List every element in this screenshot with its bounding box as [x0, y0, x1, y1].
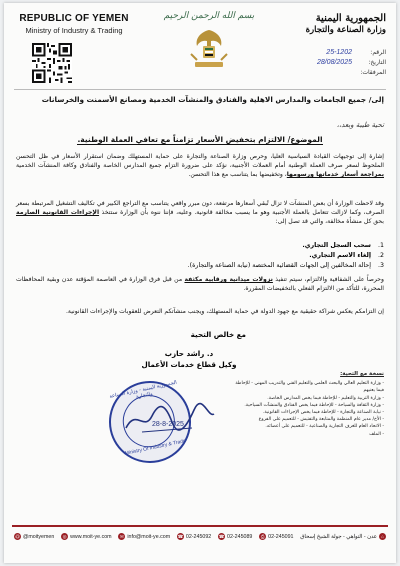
- subject-line: [16, 135, 384, 144]
- stamp-english-text: Ministry Of Industry & Trade: [124, 438, 187, 457]
- header-arabic: [266, 13, 386, 35]
- footer-social[interactable]: [14, 533, 54, 540]
- footer-divider: [12, 525, 388, 527]
- ref-number-value: 25-1202: [326, 48, 352, 56]
- phone-icon: ☎: [177, 534, 184, 539]
- footer-fax: [259, 533, 293, 540]
- footer-address: [300, 533, 386, 540]
- letter-page: [4, 3, 396, 563]
- recipients-line: إلى/ جميع الجامعات والمدارس الاهلية والفنادق والمنشآت الخدمية ومصانع الأسمنت والخرسانات: [41, 95, 384, 104]
- mail-icon: ✉: [119, 534, 124, 539]
- list-item: - الأخ/ مدير عام المنظمة والمتابعة والتفتيش - للتعميم على الفروع: [258, 417, 384, 423]
- list-item: - الملف: [369, 431, 384, 437]
- footer-phone-1: [177, 533, 211, 540]
- paragraph-3: [16, 275, 384, 293]
- list-item: - نيابة الصناعة والتجارة - للإحاطة فيما يخص الإجراءات القانونية.: [262, 410, 384, 416]
- paragraph-1-highlight: بمراجعة أسعار خدماتها ورسومها: [286, 171, 384, 179]
- list-item-text: إحالة المخالفين إلى الجهات القضائية المختصة (نيابة الصناعة والتجارة).: [187, 262, 371, 269]
- list-item-number: 3.: [377, 262, 384, 269]
- attachments-label: المرفقات:: [360, 68, 386, 76]
- letter-meta: [296, 47, 386, 77]
- paragraph-2: [16, 199, 384, 227]
- list-item-number: 1.: [377, 242, 384, 249]
- country-name-en: REPUBLIC OF YEMEN: [19, 13, 129, 24]
- footer-phone-2: [218, 533, 252, 540]
- list-item-text: إلغاء الاسم التجاري.: [309, 252, 371, 259]
- footer-fax-text: 02-245091: [268, 533, 294, 540]
- paragraph-3-highlight: نزولات ميدانية ورقابية مكثفة: [184, 276, 273, 283]
- list-item: - وزارة التعليم العالي والبحث العلمي والتعليم الفني والتدريب المهني - للإحاطة فيما يعنيهم: [235, 381, 384, 394]
- footer-phone-1-text: 02-245092: [185, 533, 212, 540]
- stamp-arabic-text: الجمهورية اليمنية - وزارة الصناعة والتجارة: [108, 379, 178, 401]
- paragraph-2-text: وقد لاحظت الوزارة أن بعض المنشآت لا تزال تُبقي أسعارها مرتفعة، دون مبرر واقعي يتناسب مع التراجع الكبير في تكاليف التشغيل المرتبطة بسعر الصرف، وكما لازالت تتعامل بالعملة الأجنبية وهو ما يسبب مخالفة قانونية. وعليه، فإننا ننوه بأن الوزارة ستتخذ: [16, 200, 384, 217]
- social-icon: @: [15, 534, 20, 539]
- basmala-text: بسم الله الرحمن الرحيم: [163, 11, 255, 21]
- subject-label: الموضوع/: [287, 135, 323, 144]
- handwritten-signature: [122, 398, 217, 438]
- header-english: [14, 13, 134, 35]
- subject-text: الالتزام بتخفيض الأسعار تزامناً مع تعافي العملة الوطنية.: [77, 135, 288, 144]
- paragraph-2-highlight: الإجراءات القانونية الصارمة: [16, 209, 100, 217]
- footer-email[interactable]: [118, 533, 170, 540]
- copies-heading: نسخة مع التحية:: [340, 371, 384, 377]
- measures-list: [124, 241, 384, 271]
- paragraph-1-tail: ، وتخفيضها بما يتناسب مع هذا التحسن.: [188, 171, 287, 179]
- closing-line: مع خالص التحية: [190, 330, 246, 339]
- phone-icon: ☎: [218, 534, 225, 539]
- paragraph-3-text: وحرصاً على الشفافية والالتزام، سيتم تنفيذ: [272, 276, 384, 283]
- signature-block: [129, 348, 249, 370]
- list-item-number: 2.: [377, 252, 384, 259]
- footer-email-text: info@moit-ye.com: [127, 533, 171, 540]
- date-value: 28/08/2025: [316, 58, 352, 66]
- header-divider: [14, 89, 386, 90]
- qr-code: [32, 43, 72, 83]
- ref-number-label: الرقم:: [370, 48, 386, 56]
- signatory-name: د. راشد حازب: [164, 349, 214, 358]
- fax-icon: ⎙: [260, 534, 265, 539]
- footer-address-text: عدن - التواهي - جولة الشيخ إسحاق: [300, 533, 377, 540]
- list-item: [124, 261, 384, 271]
- date-label: التاريخ:: [368, 58, 386, 66]
- ministry-name-en: Ministry of Industry & Trading: [25, 26, 123, 35]
- footer-phone-2-text: 02-245089: [227, 533, 253, 540]
- list-item: [124, 251, 384, 261]
- list-item: - وزارة الثقافة والسياحة - للإحاطة فيما يخص الفنادق والمنشآت السياحية.: [244, 402, 384, 408]
- ministry-name-ar: وزارة الصناعة والتجارة: [305, 25, 386, 35]
- paragraph-4: إن التزامكم يعكس شراكة حقيقية مع جهود الدولة في حماية المستهلك، ويجنب منشآتكم التعرض للعقوبات والإجراءات القانونية.: [65, 308, 384, 315]
- footer: [14, 533, 386, 540]
- yemen-emblem-icon: [185, 24, 233, 72]
- greeting-line: تحية طيبة وبعد،،: [336, 121, 384, 129]
- footer-website-text: www.moit-ye.com: [70, 533, 112, 540]
- paragraph-1-text: إشارة إلى توجيهات القيادة السياسية العليا، وحرص وزارة الصناعة والتجارة على حماية المستهلك وضمان استقرار الأسعار في ظل التحسن الملحوظ لسعر صرف العملة الوطنية أمام العملات الأجنبية، نؤكد على ضرورة التزام جميع المدارس الخاصة والفنادق وكافة المنشآت الخدمية: [16, 153, 384, 170]
- stamp-date: 28-8-2025: [152, 421, 184, 428]
- paragraph-1: [16, 152, 384, 180]
- list-item: [124, 241, 384, 251]
- signatory-title: وكيل قطاع خدمات الأعمال: [141, 360, 237, 369]
- list-item-text: سحب السجل التجاري.: [302, 242, 371, 249]
- header-center: [159, 11, 259, 76]
- paragraph-3-tail: من قبل فرق الوزارة في العاصمة المؤقتة عدن وبقية المحافظات المحررة، للتأكد من الالتزام الفعلي بالتخفيضات المقررة.: [16, 276, 384, 293]
- list-item: - وزارة التربية والتعليم - للإحاطة فيما يخص المدارس الخاصة.: [267, 395, 384, 401]
- country-name-ar: الجمهورية اليمنية: [315, 13, 386, 24]
- footer-social-text: @moityemen: [23, 533, 55, 540]
- globe-icon: ◎: [62, 534, 67, 539]
- copies-list: [234, 371, 384, 438]
- footer-website[interactable]: [61, 533, 112, 540]
- list-item: - الاتحاد العام للغرف التجارية والصناعية - للتعميم على أعضائه.: [265, 424, 384, 430]
- paragraph-2-tail: بحق كل منشأة مخالفة، والتي قد تصل إلى:: [275, 218, 384, 226]
- location-icon: ⌂: [379, 533, 386, 540]
